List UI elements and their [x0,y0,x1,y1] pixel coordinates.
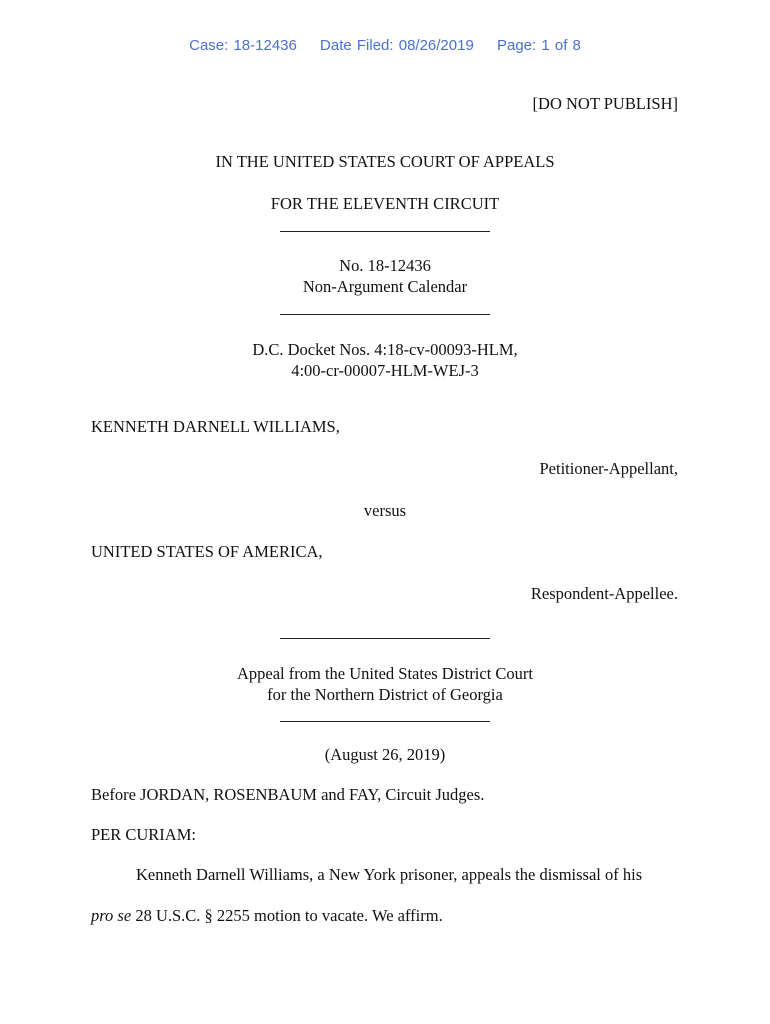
respondent-name: UNITED STATES OF AMERICA, [91,542,323,561]
docket-line-2: 4:00-cr-00007-HLM-WEJ-3 [291,361,479,380]
calendar-type: Non-Argument Calendar [302,277,468,296]
per-curiam-heading: PER CURIAM: [91,825,196,844]
panel-judges: Before JORDAN, ROSENBAUM and FAY, Circuit Judges. [91,785,485,804]
petitioner-name: KENNETH DARNELL WILLIAMS, [91,417,340,436]
date-filed-stamp: Date Filed: 08/26/2019 [320,37,474,54]
pro-se-italic: pro se [91,906,132,925]
filing-header [0,37,770,54]
decision-date: (August 26, 2019) [324,745,446,764]
court-name: IN THE UNITED STATES COURT OF APPEALS [215,152,555,171]
case-number: No. 18-12436 [339,256,431,275]
body-paragraph-line-1: Kenneth Darnell Williams, a New York prisoner, appeals the dismissal of his [136,865,643,884]
versus-label: versus [363,501,407,520]
divider [280,638,490,639]
appeal-line-1: Appeal from the United States District Court [236,664,534,683]
appeal-line-2: for the Northern District of Georgia [267,685,503,704]
divider [280,721,490,722]
divider [280,314,490,315]
circuit-name: FOR THE ELEVENTH CIRCUIT [270,194,500,213]
divider [280,231,490,232]
respondent-role: Respondent-Appellee. [530,584,678,603]
docket-line-1: D.C. Docket Nos. 4:18-cv-00093-HLM, [252,340,518,359]
page-count-stamp: Page: 1 of 8 [496,37,581,54]
body-paragraph-line-2 [91,906,443,926]
petitioner-role: Petitioner-Appellant, [539,459,678,478]
publish-note: [DO NOT PUBLISH] [532,94,678,113]
body-paragraph-text: 28 U.S.C. § 2255 motion to vacate. We affirm. [131,906,443,925]
case-number-stamp: Case: 18-12436 [189,37,297,54]
